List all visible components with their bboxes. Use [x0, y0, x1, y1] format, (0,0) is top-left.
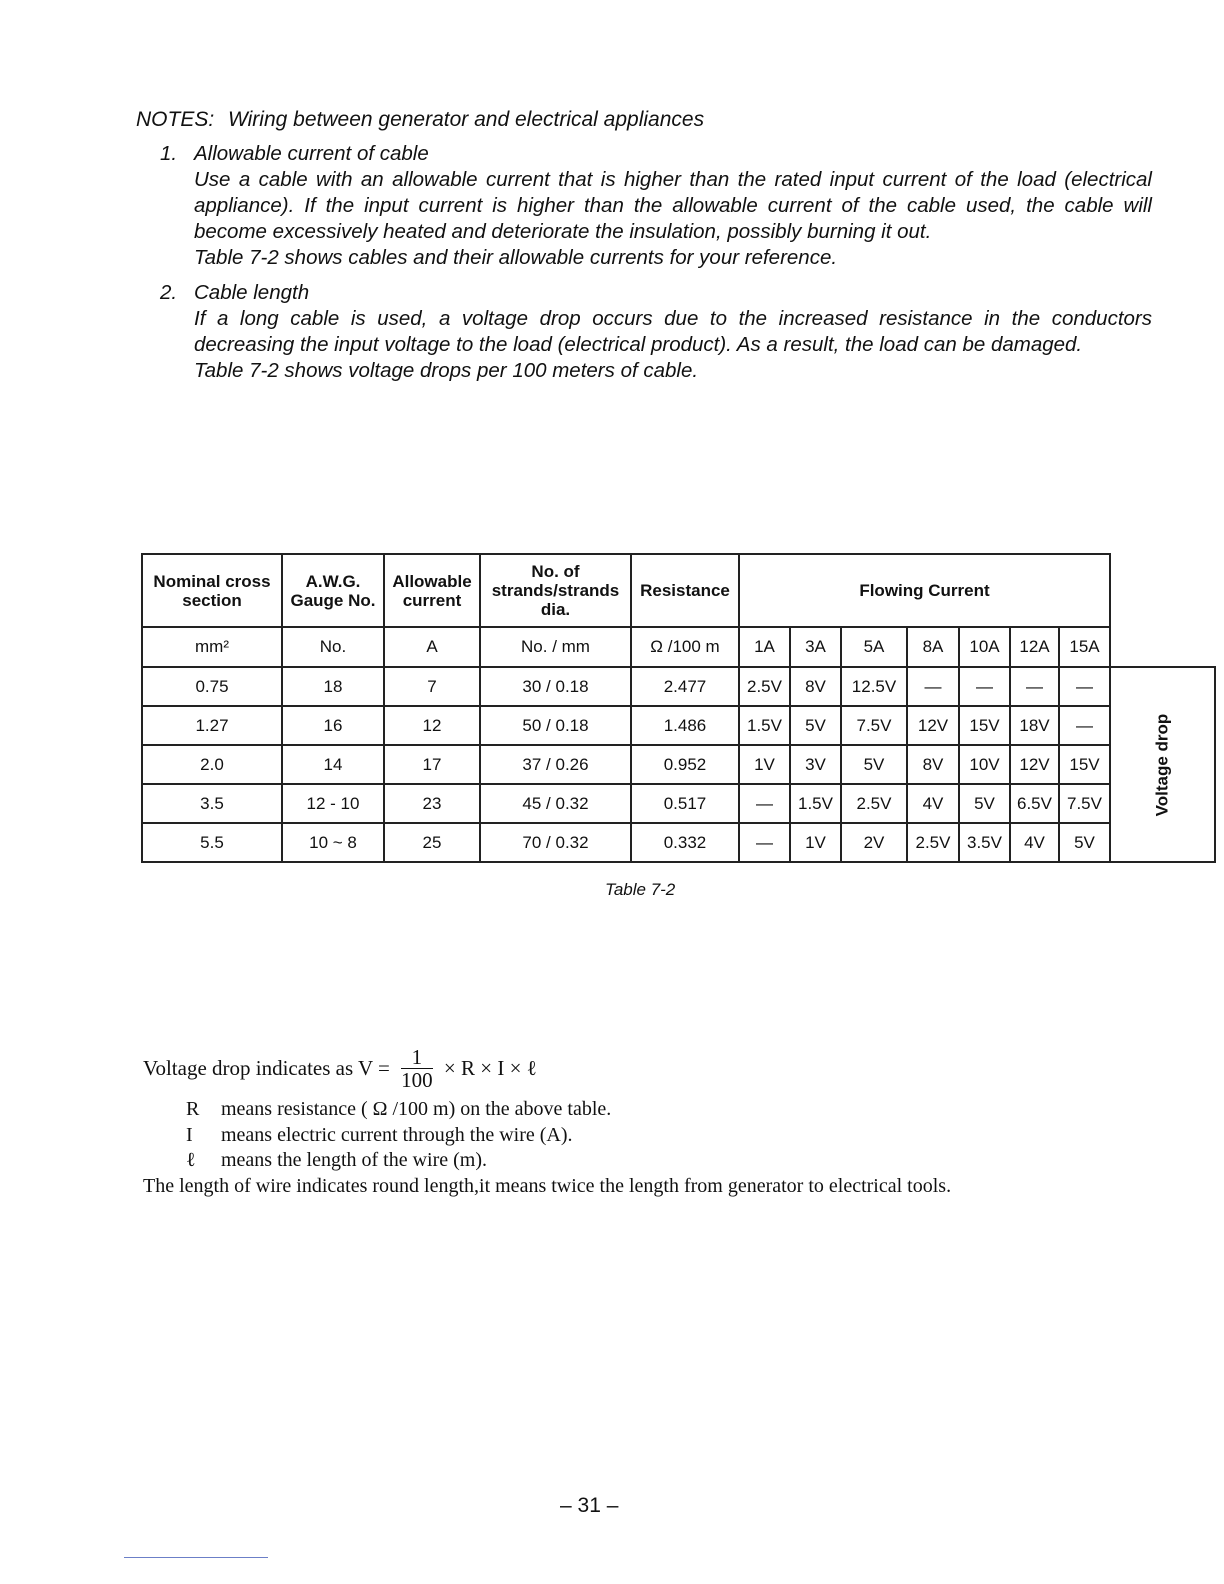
- unit-current-3a: 3A: [790, 627, 841, 667]
- row-5-drop-3a: 1V: [790, 823, 841, 862]
- row-2-drop-1a: 1.5V: [739, 706, 790, 745]
- header-spacer: [1110, 554, 1215, 627]
- unit-current-5a: 5A: [841, 627, 907, 667]
- row-5-allowable: 25: [384, 823, 480, 862]
- row-1-awg: 18: [282, 667, 384, 706]
- row-3-drop-5a: 5V: [841, 745, 907, 784]
- row-2-drop-10a: 15V: [959, 706, 1010, 745]
- note-1-paragraph: Use a cable with an allowable current that is higher than the rated input current of the load (electrical appliance). If the input current is higher than the allowable current of the cable used, the cable will become excessively heated and deteriorate the insulation, possibly burning it out.: [194, 168, 1152, 243]
- definition-l: [186, 1148, 611, 1174]
- units-spacer: [1110, 627, 1215, 667]
- row-5-resistance: 0.332: [631, 823, 739, 862]
- notes-label: NOTES:: [136, 108, 215, 131]
- unit-strands: No. / mm: [480, 627, 631, 667]
- row-1-strands: 30 / 0.18: [480, 667, 631, 706]
- table-row: [142, 784, 1215, 823]
- row-4-allowable: 23: [384, 784, 480, 823]
- row-4-drop-1a: —: [739, 784, 790, 823]
- row-1-section: 0.75: [142, 667, 282, 706]
- row-2-strands: 50 / 0.18: [480, 706, 631, 745]
- page-number: – 31 –: [560, 1494, 619, 1517]
- header-awg: A.W.G. Gauge No.: [282, 554, 384, 627]
- row-1-resistance: 2.477: [631, 667, 739, 706]
- unit-allowable: A: [384, 627, 480, 667]
- row-5-awg: 10 ~ 8: [282, 823, 384, 862]
- row-5-drop-1a: —: [739, 823, 790, 862]
- row-2-drop-5a: 7.5V: [841, 706, 907, 745]
- definition-r-text: means resistance ( Ω /100 m) on the above table.: [221, 1098, 612, 1120]
- formula-numerator: 1: [401, 1046, 433, 1069]
- row-1-drop-1a: 2.5V: [739, 667, 790, 706]
- row-2-drop-3a: 5V: [790, 706, 841, 745]
- definition-l-text: means the length of the wire (m).: [221, 1149, 488, 1171]
- row-2-resistance: 1.486: [631, 706, 739, 745]
- row-3-drop-3a: 3V: [790, 745, 841, 784]
- row-3-drop-10a: 10V: [959, 745, 1010, 784]
- footer-rule: [124, 1557, 268, 1558]
- formula-rest: × R × I × ℓ: [443, 1056, 537, 1080]
- unit-awg: No.: [282, 627, 384, 667]
- header-cross-section: Nominal cross section: [142, 554, 282, 627]
- row-4-resistance: 0.517: [631, 784, 739, 823]
- formula-denominator: 100: [401, 1068, 433, 1092]
- row-4-drop-15a: 7.5V: [1059, 784, 1110, 823]
- unit-cross-section: mm²: [142, 627, 282, 667]
- unit-current-8a: 8A: [907, 627, 959, 667]
- note-2-number: 2.: [160, 281, 178, 304]
- header-resistance: Resistance: [631, 554, 739, 627]
- row-1-drop-15a: —: [1059, 667, 1110, 706]
- row-4-strands: 45 / 0.32: [480, 784, 631, 823]
- formula-definitions: [186, 1097, 611, 1174]
- header-row: [142, 554, 1215, 627]
- row-2-drop-12a: 18V: [1010, 706, 1059, 745]
- row-3-awg: 14: [282, 745, 384, 784]
- row-5-strands: 70 / 0.32: [480, 823, 631, 862]
- note-2-body: [194, 306, 1152, 384]
- header-flowing-current: Flowing Current: [739, 554, 1110, 627]
- row-3-section: 2.0: [142, 745, 282, 784]
- voltage-drop-label: Voltage drop: [1152, 713, 1172, 816]
- row-4-section: 3.5: [142, 784, 282, 823]
- row-4-drop-8a: 4V: [907, 784, 959, 823]
- row-3-allowable: 17: [384, 745, 480, 784]
- row-4-drop-3a: 1.5V: [790, 784, 841, 823]
- notes-title: Wiring between generator and electrical appliances: [228, 108, 705, 131]
- row-1-drop-3a: 8V: [790, 667, 841, 706]
- row-5-drop-12a: 4V: [1010, 823, 1059, 862]
- row-3-drop-12a: 12V: [1010, 745, 1059, 784]
- definition-r: [186, 1097, 611, 1123]
- row-2-drop-8a: 12V: [907, 706, 959, 745]
- table-row: [142, 823, 1215, 862]
- formula-lead: Voltage drop indicates as V =: [143, 1056, 390, 1080]
- row-3-drop-15a: 15V: [1059, 745, 1110, 784]
- unit-current-1a: 1A: [739, 627, 790, 667]
- row-3-drop-1a: 1V: [739, 745, 790, 784]
- note-2-paragraph: If a long cable is used, a voltage drop occurs due to the increased resistance in the conductors decreasing the input voltage to the load (electrical product). As a result, the load can be damaged.: [194, 307, 1152, 356]
- header-strands: No. of strands/strands dia.: [480, 554, 631, 627]
- definition-i-symbol: I: [186, 1123, 193, 1146]
- table-row: [142, 706, 1215, 745]
- row-1-drop-12a: —: [1010, 667, 1059, 706]
- row-3-resistance: 0.952: [631, 745, 739, 784]
- row-4-drop-10a: 5V: [959, 784, 1010, 823]
- table-caption: Table 7-2: [605, 880, 676, 899]
- voltage-drop-formula: [143, 1046, 537, 1091]
- note-1-reference: Table 7-2 shows cables and their allowable currents for your reference.: [194, 246, 838, 269]
- definition-i: [186, 1123, 611, 1149]
- definition-l-symbol: ℓ: [186, 1149, 196, 1171]
- table-row: [142, 745, 1215, 784]
- row-1-allowable: 7: [384, 667, 480, 706]
- row-2-awg: 16: [282, 706, 384, 745]
- row-4-drop-5a: 2.5V: [841, 784, 907, 823]
- header-allowable: Allowable current: [384, 554, 480, 627]
- note-2-reference: Table 7-2 shows voltage drops per 100 meters of cable.: [194, 359, 699, 382]
- formula-fraction: [401, 1046, 433, 1091]
- note-1-body: [194, 167, 1152, 271]
- unit-current-15a: 15A: [1059, 627, 1110, 667]
- note-1-title: Allowable current of cable: [194, 142, 429, 165]
- row-5-drop-15a: 5V: [1059, 823, 1110, 862]
- row-1-drop-5a: 12.5V: [841, 667, 907, 706]
- unit-resistance: Ω /100 m: [631, 627, 739, 667]
- table-row: [142, 667, 1215, 706]
- unit-current-10a: 10A: [959, 627, 1010, 667]
- unit-current-12a: 12A: [1010, 627, 1059, 667]
- row-2-allowable: 12: [384, 706, 480, 745]
- row-1-drop-10a: —: [959, 667, 1010, 706]
- notes-heading: [136, 108, 704, 132]
- row-5-drop-5a: 2V: [841, 823, 907, 862]
- row-5-drop-10a: 3.5V: [959, 823, 1010, 862]
- cable-table: [141, 553, 1216, 863]
- row-5-drop-8a: 2.5V: [907, 823, 959, 862]
- closing-note: The length of wire indicates round length,it means twice the length from generator to electrical tools.: [143, 1175, 952, 1197]
- row-4-drop-12a: 6.5V: [1010, 784, 1059, 823]
- row-3-drop-8a: 8V: [907, 745, 959, 784]
- definition-i-text: means electric current through the wire (A).: [221, 1123, 573, 1146]
- row-5-section: 5.5: [142, 823, 282, 862]
- row-2-section: 1.27: [142, 706, 282, 745]
- row-1-drop-8a: —: [907, 667, 959, 706]
- row-2-drop-15a: —: [1059, 706, 1110, 745]
- units-row: [142, 627, 1215, 667]
- definition-r-symbol: R: [186, 1098, 200, 1120]
- note-1-number: 1.: [160, 142, 178, 165]
- note-2-title: Cable length: [194, 281, 310, 304]
- row-3-strands: 37 / 0.26: [480, 745, 631, 784]
- row-4-awg: 12 - 10: [282, 784, 384, 823]
- voltage-drop-side-label: [1110, 667, 1215, 862]
